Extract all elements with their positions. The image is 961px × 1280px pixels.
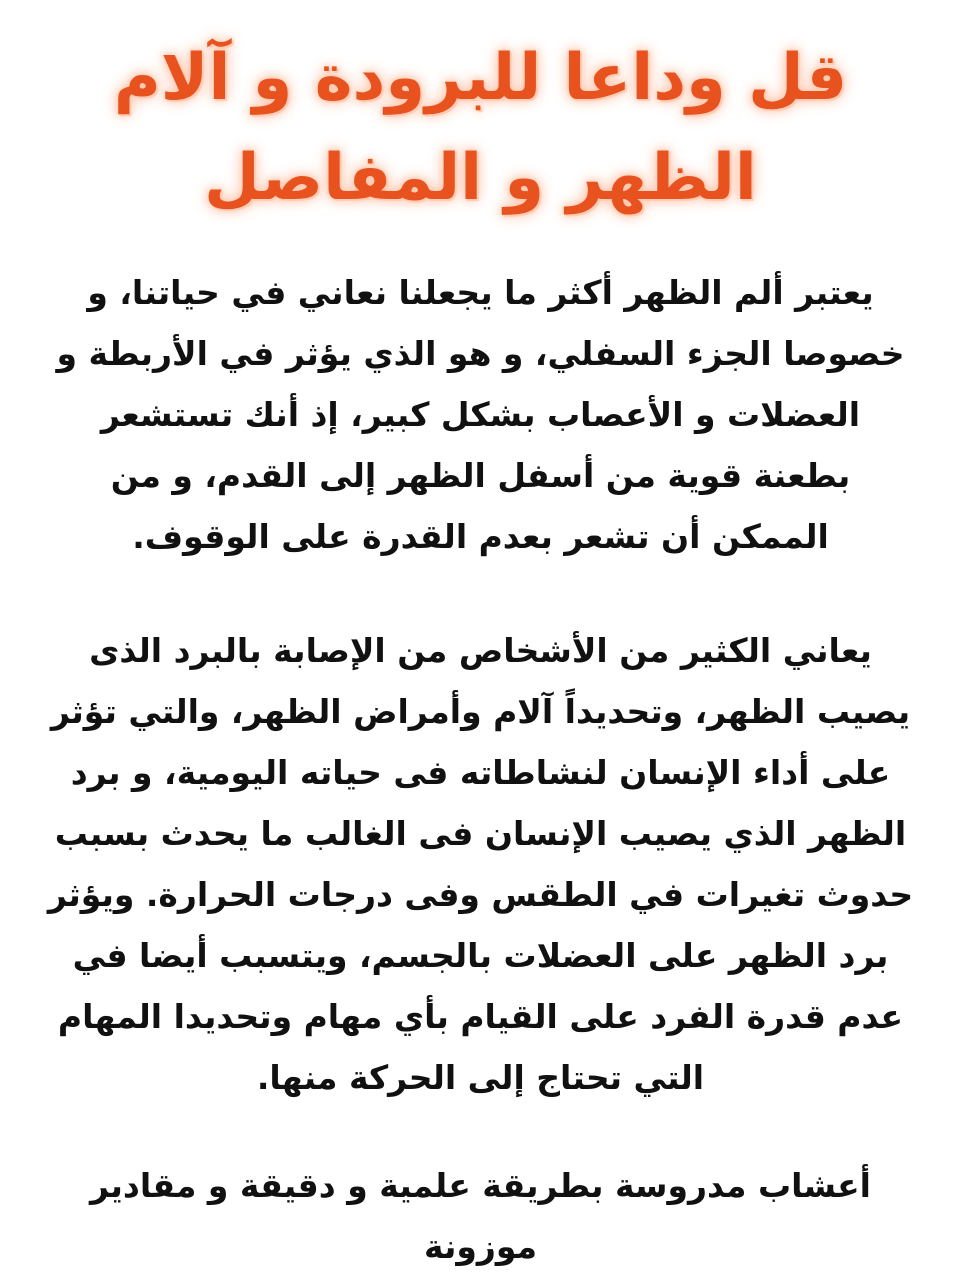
headline-line-2: الظهر و المفاصل (204, 141, 757, 215)
paragraph-1-line-3: العضلات و الأعصاب بشكل كبير، إذ أنك تستشعر (100, 395, 861, 434)
paragraph-2-line-5: حدوث تغيرات في الطقس وفى درجات الحرارة. ويؤثر (47, 875, 914, 914)
paragraph-2-line-2: يصيب الظهر، وتحديداً آلام وأمراض الظهر، والتي تؤثر (50, 692, 911, 731)
paragraph-2-line-1: يعاني الكثير من الأشخاص من الإصابة بالبرد الذى (89, 631, 872, 670)
paragraph-3-line-2: موزونة (423, 1227, 538, 1266)
paragraph-1-line-5: الممكن أن تشعر بعدم القدرة على الوقوف. (132, 517, 829, 556)
paragraph-1-line-4: بطعنة قوية من أسفل الظهر إلى القدم، و من (110, 456, 851, 495)
paragraph-back-pain (24, 262, 937, 567)
paragraph-herbs (24, 1155, 937, 1277)
paragraph-back-cold (24, 620, 937, 1108)
paragraph-2-line-4: الظهر الذي يصيب الإنسان فى الغالب ما يحدث بسبب (54, 814, 907, 853)
headline (40, 28, 921, 228)
paragraph-2-line-3: على أداء الإنسان لنشاطاته فى حياته اليومية، و برد (70, 753, 891, 792)
headline-line-1: قل وداعا للبرودة و آلام (113, 41, 848, 115)
paragraph-3-line-1: أعشاب مدروسة بطريقة علمية و دقيقة و مقادير (90, 1166, 871, 1205)
paragraph-2-line-6: برد الظهر على العضلات بالجسم، ويتسبب أيضا في (72, 936, 889, 975)
paragraph-1-line-2: خصوصا الجزء السفلي، و هو الذي يؤثر في الأربطة و (56, 334, 905, 373)
paragraph-2-line-8: التي تحتاج إلى الحركة منها. (256, 1058, 705, 1097)
paragraph-2-line-7: عدم قدرة الفرد على القيام بأي مهام وتحديدا المهام (57, 997, 904, 1036)
paragraph-1-line-1: يعتبر ألم الظهر أكثر ما يجعلنا نعاني في حياتنا، و (87, 273, 874, 312)
